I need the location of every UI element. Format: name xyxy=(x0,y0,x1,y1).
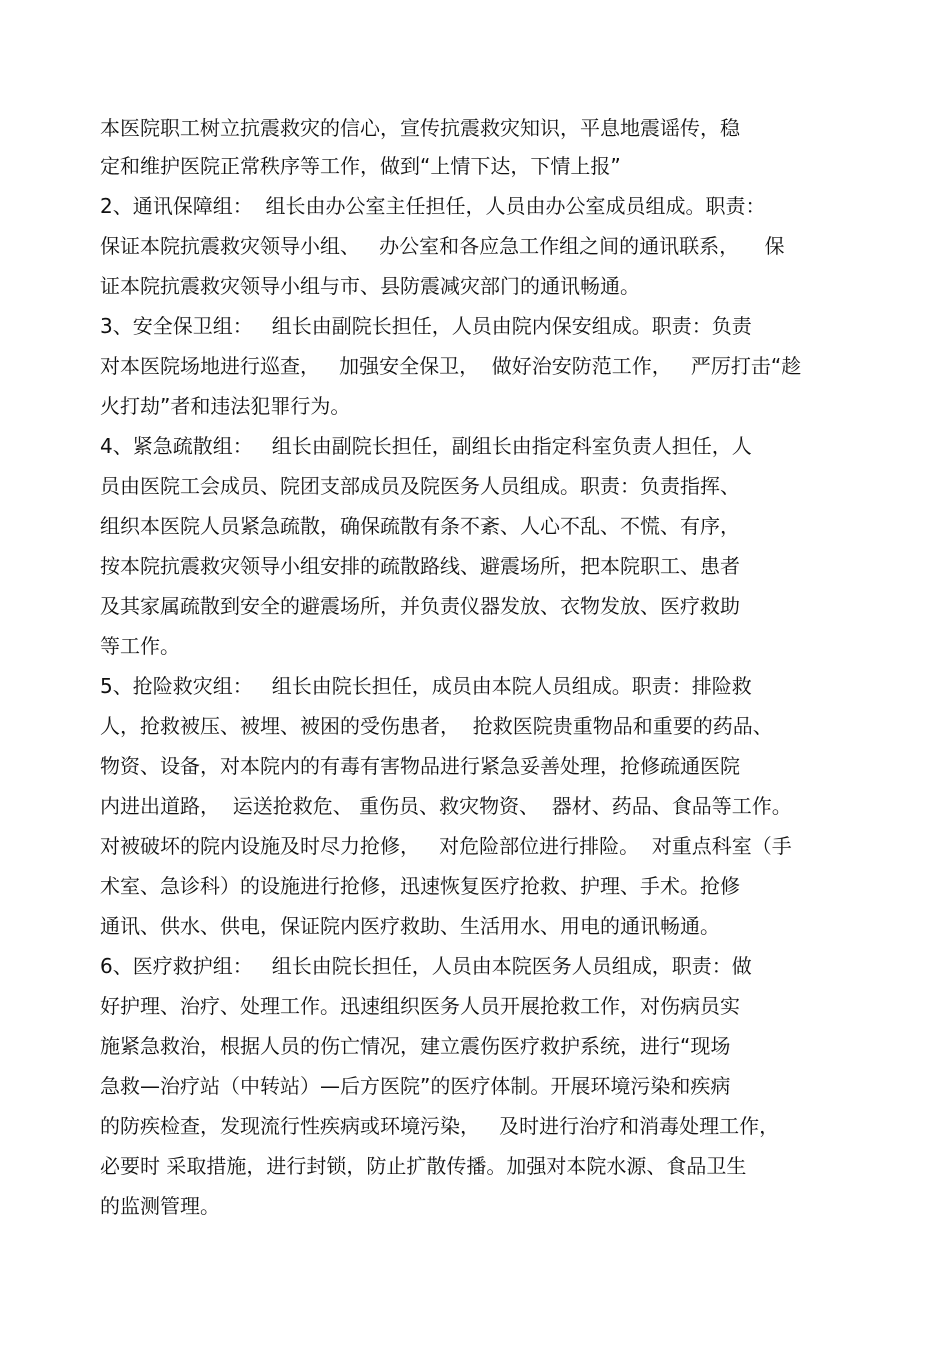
text-line: 5、抢险救灾组： 组长由院长担任，成员由本院人员组成。职责：排险救 xyxy=(100,674,752,698)
text-line: 急救—治疗站（中转站）—后方医院”的医疗体制。开展环境污染和疾病 xyxy=(100,1074,731,1098)
text-line: 的防疾检查，发现流行性疾病或环境污染， 及时进行治疗和消毒处理工作， xyxy=(100,1114,780,1138)
text-line: 2、通讯保障组： 组长由办公室主任担任，人员由办公室成员组成。职责： xyxy=(100,194,766,218)
text-line: 人，抢救被压、被埋、被困的受伤患者， 抢救医院贵重物品和重要的药品、 xyxy=(100,714,773,738)
text-line: 证本院抗震救灾领导小组与市、县防震减灾部门的通讯畅通。 xyxy=(100,274,640,298)
text-line: 6、医疗救护组： 组长由院长担任，人员由本院医务人员组成，职责：做 xyxy=(100,954,752,978)
text-line: 保证本院抗震救灾领导小组、 办公室和各应急工作组之间的通讯联系， 保 xyxy=(100,234,785,258)
text-line: 等工作。 xyxy=(100,634,180,658)
text-line: 组织本医院人员紧急疏散，确保疏散有条不紊、人心不乱、不慌、有序， xyxy=(100,514,740,538)
text-line: 术室、急诊科）的设施进行抢修，迅速恢复医疗抢救、护理、手术。抢修 xyxy=(100,874,740,898)
text-line: 定和维护医院正常秩序等工作，做到“上情下达，下情上报” xyxy=(100,154,621,178)
text-line: 火打劫”者和违法犯罪行为。 xyxy=(100,394,351,418)
text-line: 3、安全保卫组： 组长由副院长担任，人员由院内保安组成。职责：负责 xyxy=(100,314,752,338)
text-line: 对被破坏的院内设施及时尽力抢修， 对危险部位进行排险。 对重点科室（手 xyxy=(100,834,792,858)
text-line: 本医院职工树立抗震救灾的信心，宣传抗震救灾知识，平息地震谣传，稳 xyxy=(100,116,740,140)
text-line: 必要时 采取措施，进行封锁，防止扩散传播。加强对本院水源、食品卫生 xyxy=(100,1154,747,1178)
text-line: 好护理、治疗、处理工作。迅速组织医务人员开展抢救工作，对伤病员实 xyxy=(100,994,740,1018)
text-line: 内进出道路， 运送抢救危、 重伤员、救灾物资、 器材、药品、食品等工作。 xyxy=(100,794,792,818)
text-line: 4、紧急疏散组： 组长由副院长担任，副组长由指定科室负责人担任，人 xyxy=(100,434,752,458)
text-line: 对本医院场地进行巡查， 加强安全保卫， 做好治安防范工作， 严厉打击“趁 xyxy=(100,354,802,378)
text-line: 及其家属疏散到安全的避震场所，并负责仪器发放、衣物发放、医疗救助 xyxy=(100,594,740,618)
text-line: 物资、设备，对本院内的有毒有害物品进行紧急妥善处理，抢修疏通医院 xyxy=(100,754,740,778)
text-line: 按本院抗震救灾领导小组安排的疏散路线、避震场所，把本院职工、患者 xyxy=(100,554,740,578)
text-line: 的监测管理。 xyxy=(100,1194,220,1218)
text-line: 施紧急救治，根据人员的伤亡情况，建立震伤医疗救护系统，进行“现场 xyxy=(100,1034,731,1058)
text-line: 通讯、供水、供电，保证院内医疗救助、生活用水、用电的通讯畅通。 xyxy=(100,914,720,938)
text-line: 员由医院工会成员、院团支部成员及院医务人员组成。职责：负责指挥、 xyxy=(100,474,740,498)
